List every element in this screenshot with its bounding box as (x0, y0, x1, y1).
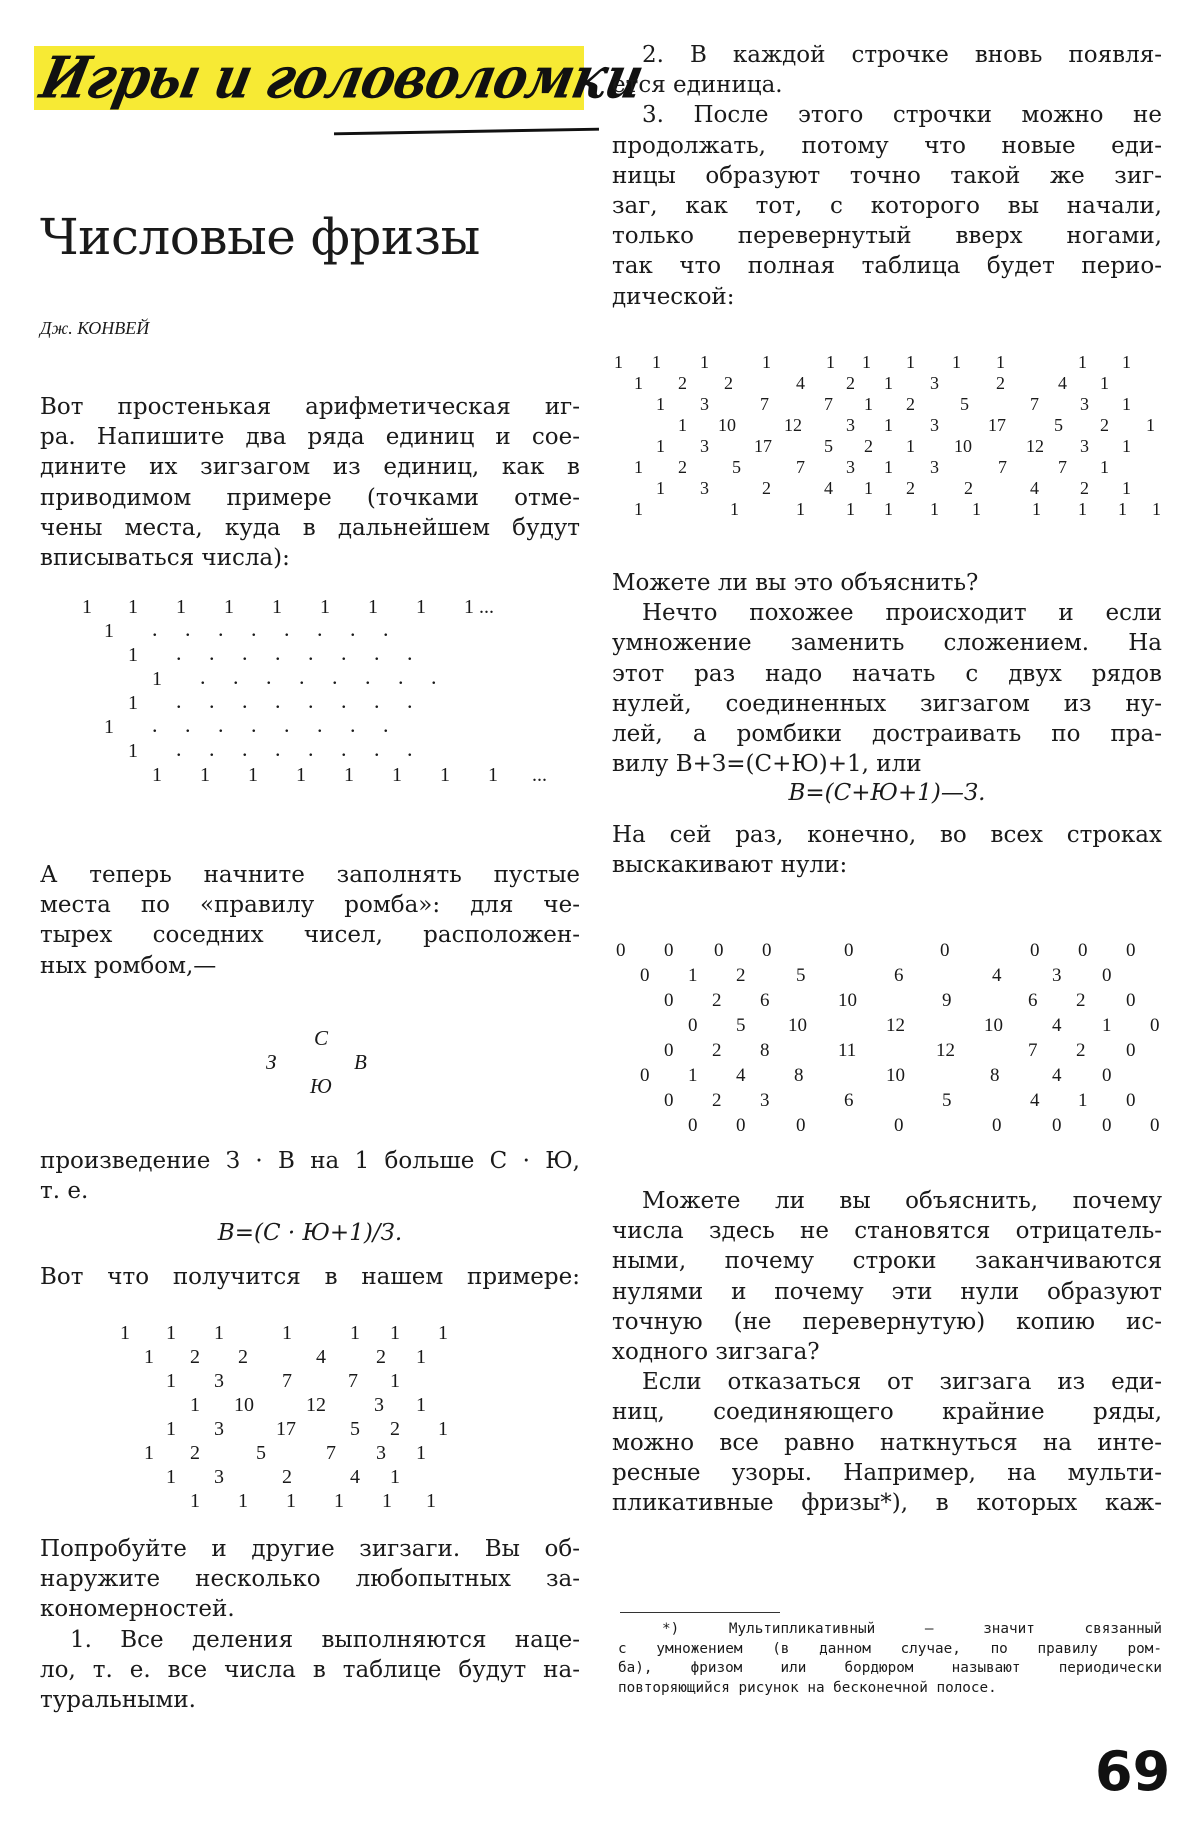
table-cell: 1 (144, 1442, 154, 1464)
table-cell: 0 (1150, 1115, 1160, 1136)
table-cell: 10 (886, 1065, 905, 1086)
table-cell: 0 (664, 990, 674, 1011)
paragraph-rhombus-rule: А теперь начните заполнять пустые места по «правилу ромба»: для че- тырех соседних чисел, расположен- ных ромбом,— (40, 862, 580, 979)
table-cell: 0 (664, 1090, 674, 1111)
table-cell: 1 (238, 1490, 248, 1512)
table-cell: 4 (350, 1466, 360, 1488)
periodic-frieze-table (612, 352, 1162, 522)
table-cell: 1 (634, 499, 643, 519)
article-author: Дж. КОНВЕЙ (40, 318, 150, 338)
table-cell: 1 (884, 499, 893, 519)
table-cell: 7 (796, 457, 805, 477)
table-cell: 7 (760, 394, 769, 414)
table-cell: 1 (224, 596, 234, 618)
table-cell: 0 (940, 940, 950, 961)
paragraph-questions: Можете ли вы объяснить, почему числа здесь не становятся отрицатель- ными, почему строки заканчиваются нулями и почему эти нули образуют точную (не перевернутую) копию ис- ходного зигзага? Если отказаться от зигзага из еди- ниц, соединяющего крайние ряды, можно все равно наткнуться на инте- ресные узоры. Например, на мульти- пликативные фризы*), в которых каж- (612, 1188, 1162, 1517)
table-cell: 1 (214, 1322, 224, 1344)
table-cell: 4 (796, 373, 805, 393)
table-cell: 0 (1150, 1015, 1160, 1036)
table-cell: 2 (736, 965, 746, 986)
table-cell: 1 (104, 716, 114, 738)
table-cell: 3 (700, 478, 709, 498)
table-cell: 2 (906, 478, 915, 498)
table-cell: 1 (438, 1418, 448, 1440)
table-cell: 7 (1030, 394, 1039, 414)
table-cell: 1 (440, 764, 450, 786)
banner-underline (334, 128, 599, 136)
table-cell: 1 (416, 1394, 426, 1416)
table-cell: 1 (1078, 1090, 1088, 1111)
table-cell: 7 (1058, 457, 1067, 477)
rhombus-left: З (266, 1050, 277, 1074)
table-cell: 0 (1078, 940, 1088, 961)
table-cell: 1 (796, 499, 805, 519)
table-cell: 2 (190, 1442, 200, 1464)
table-cell: 1 (656, 436, 665, 456)
table-cell: 1 (104, 620, 114, 642)
table-cell: 5 (824, 436, 833, 456)
table-cell: 2 (996, 373, 1005, 393)
table-cell: 1 (634, 457, 643, 477)
filled-frieze-table (120, 1322, 480, 1522)
table-cell: 0 (992, 1115, 1002, 1136)
table-cell: 1 (390, 1466, 400, 1488)
table-cell: 0 (1126, 1040, 1136, 1061)
table-cell: 1 (128, 692, 138, 714)
table-cell: 8 (760, 1040, 770, 1061)
table-cell: 1 (166, 1466, 176, 1488)
paragraph-try-other: Попробуйте и другие зигзаги. Вы об- наружите несколько любопытных за- кономерностей. 1. Все деления выполняются наце- ло, т. е. все числа в таблице будут на- туральными. (40, 1536, 580, 1714)
table-cell: 10 (718, 415, 736, 435)
table-cell: 1 (826, 352, 835, 372)
table-cell: 10 (954, 436, 972, 456)
table-cell: 1 (190, 1490, 200, 1512)
table-cell: 1 (1118, 499, 1127, 519)
formula-additive: В=(С+Ю+1)—З. (788, 780, 986, 806)
table-cell: 0 (640, 965, 650, 986)
table-cell: 1 (166, 1322, 176, 1344)
table-cell: 0 (736, 1115, 746, 1136)
table-cell: 2 (712, 1040, 722, 1061)
formula-multiplicative: В=(С · Ю+1)/З. (217, 1220, 403, 1246)
table-cell: 1 (120, 1322, 130, 1344)
table-cell: 1 (166, 1370, 176, 1392)
table-cell: 0 (640, 1065, 650, 1086)
table-cell: 0 (688, 1015, 698, 1036)
dot-row: . . . . . . . . (152, 712, 389, 737)
table-cell: 1 (176, 596, 186, 618)
table-cell: 1 (656, 394, 665, 414)
table-cell: 6 (894, 965, 904, 986)
table-cell: 5 (796, 965, 806, 986)
table-cell: 3 (214, 1370, 224, 1392)
table-cell: 0 (762, 940, 772, 961)
table-cell: 1 (846, 499, 855, 519)
dot-row: . . . . . . . . (176, 736, 413, 761)
table-cell: 4 (824, 478, 833, 498)
table-cell: 1 (488, 764, 498, 786)
table-cell: 11 (838, 1040, 857, 1061)
table-cell: 0 (894, 1115, 904, 1136)
table-cell: 1 (862, 352, 871, 372)
table-cell: 1 (1102, 1015, 1112, 1036)
example-zigzag-table (40, 596, 580, 796)
table-cell: 2 (724, 373, 733, 393)
table-cell: 0 (844, 940, 854, 961)
table-cell: 3 (214, 1418, 224, 1440)
table-cell: 1 (296, 764, 306, 786)
footnote: *) Мультипликативный — значит связанный с умножением (в данном случае, по правилу ром- ба), фризом или бордюром называют периодически повторяющийся рисунок на бесконечной полосе. (618, 1621, 1162, 1696)
table-cell: 0 (1102, 965, 1112, 986)
table-cell: 1 (1100, 373, 1109, 393)
table-cell: 7 (824, 394, 833, 414)
table-cell: 3 (930, 373, 939, 393)
table-cell: 4 (1030, 1090, 1040, 1111)
table-cell: 2 (846, 373, 855, 393)
table-cell: 1 (634, 373, 643, 393)
table-cell: 1 (652, 352, 661, 372)
table-cell: 1 (426, 1490, 436, 1512)
table-cell: 12 (306, 1394, 326, 1416)
table-cell: 0 (1126, 990, 1136, 1011)
table-cell: 1 (688, 965, 698, 986)
table-cell: 1 (334, 1490, 344, 1512)
table-cell: 2 (964, 478, 973, 498)
table-cell: 1 (248, 764, 258, 786)
table-cell: 1 (762, 352, 771, 372)
table-cell: 4 (1052, 1015, 1062, 1036)
table-cell: 4 (992, 965, 1002, 986)
table-cell: 1 (906, 436, 915, 456)
table-cell: 2 (1076, 990, 1086, 1011)
dot-row: . . . . . . . . (152, 616, 389, 641)
table-cell: 3 (376, 1442, 386, 1464)
section-banner (34, 43, 649, 112)
table-cell: 1 (272, 596, 282, 618)
table-cell: 1 (438, 1322, 448, 1344)
table-cell: 2 (762, 478, 771, 498)
table-cell: 2 (238, 1346, 248, 1368)
table-cell: 6 (1028, 990, 1038, 1011)
table-cell: 0 (1052, 1115, 1062, 1136)
table-cell: 2 (190, 1346, 200, 1368)
table-cell: 1 (416, 596, 426, 618)
table-cell: 1 (350, 1322, 360, 1344)
table-cell: 3 (846, 415, 855, 435)
table-cell: 7 (282, 1370, 292, 1392)
table-cell: 3 (1080, 394, 1089, 414)
table-cell: ... (532, 764, 547, 786)
table-cell: 0 (664, 940, 674, 961)
table-cell: 0 (664, 1040, 674, 1061)
table-cell: 8 (990, 1065, 1000, 1086)
table-cell: 3 (700, 394, 709, 414)
table-cell: 2 (906, 394, 915, 414)
table-cell: 12 (886, 1015, 905, 1036)
table-cell: 1 (1122, 478, 1131, 498)
table-cell: 1 (972, 499, 981, 519)
table-cell: 10 (788, 1015, 807, 1036)
table-cell: 3 (1052, 965, 1062, 986)
table-cell: 1 (678, 415, 687, 435)
table-cell: 2 (376, 1346, 386, 1368)
table-cell: 2 (282, 1466, 292, 1488)
table-cell: 1 (382, 1490, 392, 1512)
table-cell: 1 (996, 352, 1005, 372)
table-cell: 1 (152, 668, 162, 690)
table-cell: 7 (1028, 1040, 1038, 1061)
table-cell: 1 ... (464, 596, 494, 618)
paragraph-product: произведение З · В на 1 больше С · Ю, т. е. (40, 1148, 580, 1205)
table-cell: 1 (1100, 457, 1109, 477)
table-cell: 1 (1122, 352, 1131, 372)
page-number: 69 (1095, 1740, 1171, 1803)
table-cell: 1 (864, 478, 873, 498)
table-cell: 0 (1126, 940, 1136, 961)
paragraph-point-2-3: 2. В каждой строчке вновь появля- ется единица. 3. После этого строчки можно не продолжать, потому что новые еди- ницы образуют точно такой же зиг- заг, как тот, с которого вы начали, только перевернутый вверх ногами, так что полная таблица будет перио- дической: (612, 42, 1162, 310)
table-cell: 5 (256, 1442, 266, 1464)
table-cell: 1 (416, 1442, 426, 1464)
table-cell: 3 (1080, 436, 1089, 456)
table-cell: 12 (936, 1040, 955, 1061)
table-cell: 10 (234, 1394, 254, 1416)
table-cell: 1 (286, 1490, 296, 1512)
table-cell: 2 (1080, 478, 1089, 498)
paragraph-additive: Можете ли вы это объяснить? Нечто похожее происходит и если умножение заменить сложением. На этот раз надо начать с двух рядов нулей, соединенных зигзагом из ну- лей, а ромбики достраивать по пра- вилу В+З=(С+Ю)+1, или (612, 570, 1162, 778)
table-cell: 1 (930, 499, 939, 519)
table-cell: 3 (700, 436, 709, 456)
table-cell: 1 (390, 1370, 400, 1392)
rhombus-bottom: Ю (310, 1074, 332, 1098)
table-cell: 0 (616, 940, 626, 961)
table-cell: 1 (730, 499, 739, 519)
table-cell: 1 (864, 394, 873, 414)
table-cell: 7 (348, 1370, 358, 1392)
table-cell: 2 (678, 373, 687, 393)
table-cell: 1 (416, 1346, 426, 1368)
table-cell: 1 (1122, 436, 1131, 456)
footnote-divider (620, 1612, 780, 1613)
table-cell: 0 (1102, 1065, 1112, 1086)
table-cell: 5 (350, 1418, 360, 1440)
table-cell: 8 (794, 1065, 804, 1086)
table-cell: 1 (952, 352, 961, 372)
table-cell: 1 (190, 1394, 200, 1416)
table-cell: 1 (906, 352, 915, 372)
table-cell: 2 (390, 1418, 400, 1440)
table-cell: 1 (884, 415, 893, 435)
table-cell: 1 (128, 596, 138, 618)
paragraph-zeros: На сей раз, конечно, во всех строках выскакивают нули: (612, 822, 1162, 879)
table-cell: 5 (1054, 415, 1063, 435)
rhombus-top: С (314, 1026, 329, 1050)
table-cell: 1 (700, 352, 709, 372)
table-cell: 3 (930, 457, 939, 477)
table-cell: 1 (688, 1065, 698, 1086)
table-cell: 0 (688, 1115, 698, 1136)
table-cell: 1 (82, 596, 92, 618)
table-cell: 3 (374, 1394, 384, 1416)
dot-row: . . . . . . . . (176, 688, 413, 713)
section-banner-text: Игры и головоломки (34, 43, 649, 112)
table-cell: 1 (344, 764, 354, 786)
table-cell: 4 (736, 1065, 746, 1086)
table-cell: 4 (1030, 478, 1039, 498)
table-cell: 1 (1122, 394, 1131, 414)
table-cell: 1 (614, 352, 623, 372)
rhombus-diagram (260, 1026, 380, 1096)
article-title: Числовые фризы (40, 208, 480, 266)
table-cell: 12 (1026, 436, 1044, 456)
table-cell: 5 (942, 1090, 952, 1111)
table-cell: 4 (316, 1346, 326, 1368)
table-cell: 1 (1152, 499, 1161, 519)
table-cell: 10 (838, 990, 857, 1011)
table-cell: 9 (942, 990, 952, 1011)
table-cell: 1 (884, 457, 893, 477)
table-cell: 2 (864, 436, 873, 456)
table-cell: 10 (984, 1015, 1003, 1036)
table-cell: 2 (1076, 1040, 1086, 1061)
table-cell: 1 (282, 1322, 292, 1344)
table-cell: 1 (1078, 352, 1087, 372)
table-cell: 17 (754, 436, 772, 456)
table-cell: 2 (1100, 415, 1109, 435)
table-cell: 1 (1032, 499, 1041, 519)
table-cell: 17 (276, 1418, 296, 1440)
table-cell: 1 (128, 740, 138, 762)
table-cell: 1 (884, 373, 893, 393)
rhombus-right: В (354, 1050, 367, 1074)
table-cell: 2 (678, 457, 687, 477)
table-cell: 1 (152, 764, 162, 786)
table-cell: 0 (1126, 1090, 1136, 1111)
table-cell: 0 (796, 1115, 806, 1136)
table-cell: 1 (656, 478, 665, 498)
table-cell: 1 (368, 596, 378, 618)
table-cell: 0 (714, 940, 724, 961)
table-cell: 2 (712, 1090, 722, 1111)
table-cell: 2 (712, 990, 722, 1011)
table-cell: 1 (1146, 415, 1155, 435)
table-cell: 5 (960, 394, 969, 414)
dot-row: . . . . . . . . (176, 640, 413, 665)
additive-frieze-table (612, 940, 1162, 1136)
table-cell: 12 (784, 415, 802, 435)
table-cell: 5 (736, 1015, 746, 1036)
paragraph-example: Вот что получится в нашем примере: (40, 1264, 580, 1290)
table-cell: 4 (1058, 373, 1067, 393)
table-cell: 3 (846, 457, 855, 477)
table-cell: 4 (1052, 1065, 1062, 1086)
table-cell: 3 (930, 415, 939, 435)
table-cell: 0 (1030, 940, 1040, 961)
table-cell: 3 (760, 1090, 770, 1111)
table-cell: 6 (844, 1090, 854, 1111)
table-cell: 7 (326, 1442, 336, 1464)
table-cell: 17 (988, 415, 1006, 435)
table-cell: 6 (760, 990, 770, 1011)
dot-row: . . . . . . . . (200, 664, 437, 689)
table-cell: 3 (214, 1466, 224, 1488)
table-cell: 1 (200, 764, 210, 786)
table-cell: 1 (392, 764, 402, 786)
table-cell: 1 (390, 1322, 400, 1344)
paragraph-intro: Вот простенькая арифметическая иг- ра. Напишите два ряда единиц и сое- дините их зигзагом из единиц, как в приводимом примере (точками отме- чены места, куда в дальнейшем будут вписываться числа): (40, 394, 580, 572)
table-cell: 1 (128, 644, 138, 666)
table-cell: 1 (166, 1418, 176, 1440)
table-cell: 1 (320, 596, 330, 618)
table-cell: 7 (998, 457, 1007, 477)
table-cell: 1 (144, 1346, 154, 1368)
table-cell: 0 (1102, 1115, 1112, 1136)
table-cell: 5 (732, 457, 741, 477)
table-cell: 1 (1078, 499, 1087, 519)
